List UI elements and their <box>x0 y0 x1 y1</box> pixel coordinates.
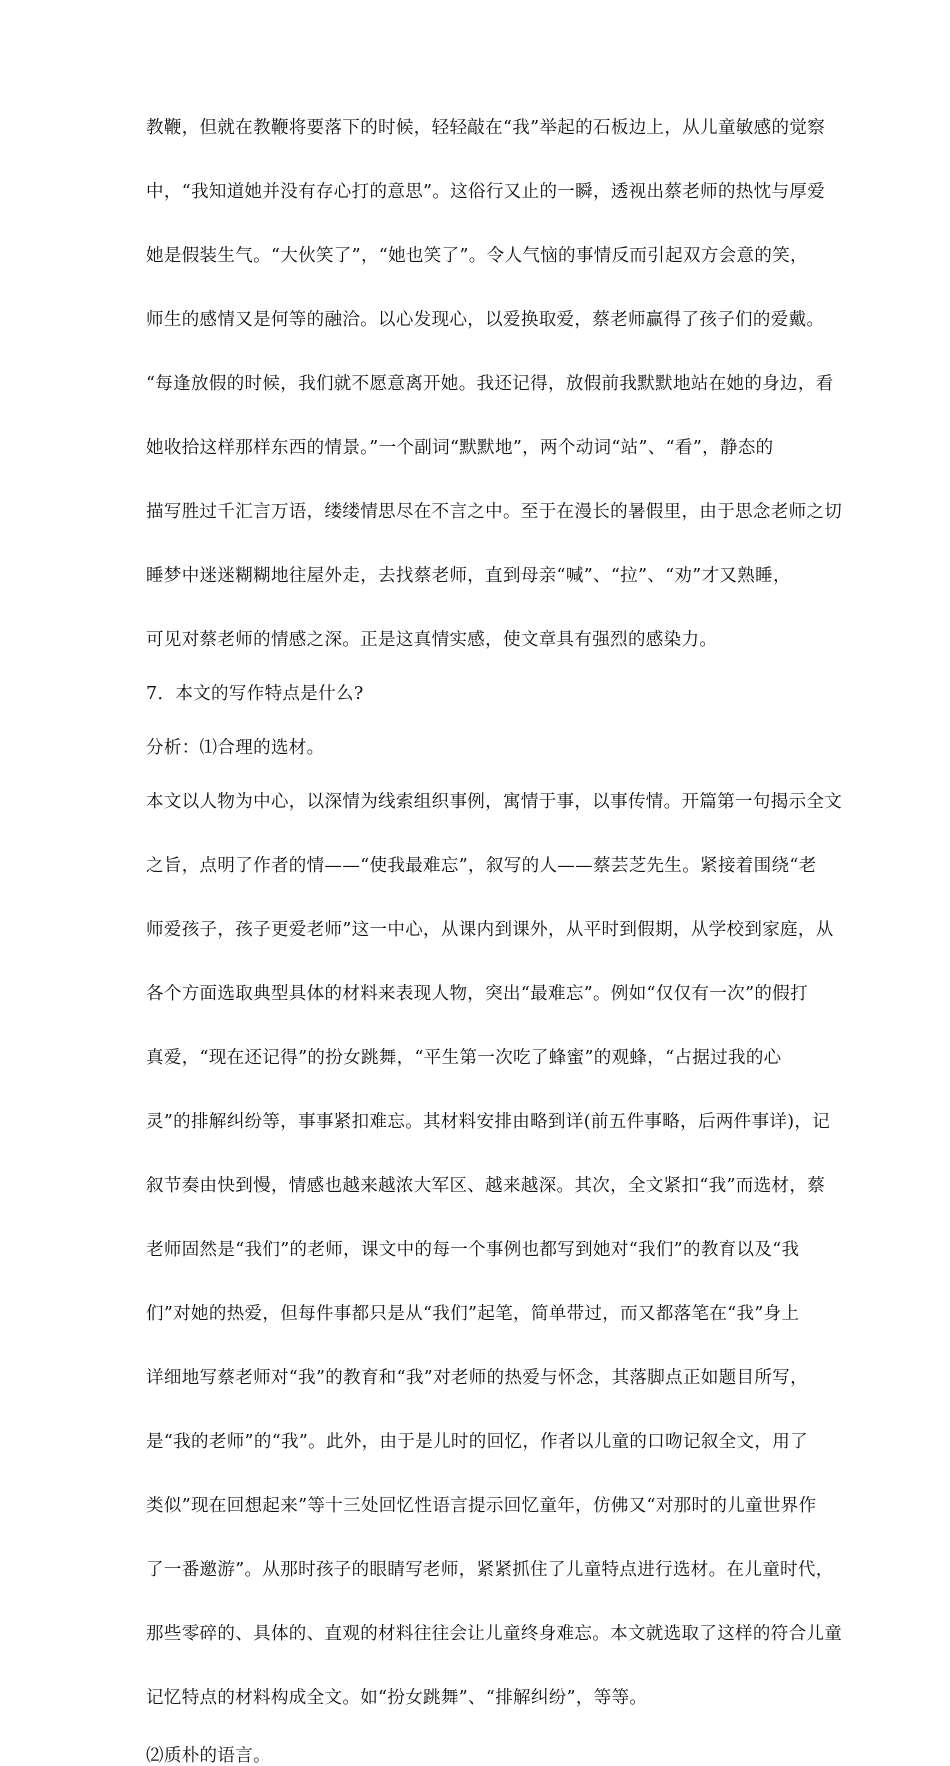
text-line: 是“我的老师”的“我”。此外，由于是儿时的回忆，作者以儿童的口吻记叙全文，用了 <box>146 1432 808 1452</box>
text-line: 老师固然是“我们”的老师，课文中的每一个事例也都写到她对“我们”的教育以及“我 <box>146 1240 800 1260</box>
text-line: 师生的感情又是何等的融洽。以心发现心，以爱换取爱，蔡老师赢得了孩子们的爱戴。 <box>146 310 825 330</box>
text-line: “每逢放假的时候，我们就不愿意离开她。我还记得，放假前我默默地站在她的身边，看 <box>146 374 834 394</box>
text-line: 可见对蔡老师的情感之深。正是这真情实感，使文章具有强烈的感染力。 <box>146 630 718 650</box>
page-body <box>146 118 843 1766</box>
text-line: 描写胜过千汇言万语，缕缕情思尽在不言之中。至于在漫长的暑假里，由于思念老师之切 <box>146 502 843 522</box>
text-line: 记忆特点的材料构成全文。如“扮女跳舞”、“排解纠纷”，等等。 <box>146 1688 648 1708</box>
text-line: 中，“我知道她并没有存心打的意思”。这俗行又止的一瞬，透视出蔡老师的热忱与厚爱 <box>146 182 826 202</box>
text-line: 真爱，“现在还记得”的扮女跳舞，“平生第一次吃了蜂蜜”的观蜂，“占据过我的心 <box>146 1048 782 1068</box>
text-line: 灵”的排解纠纷等，事事紧扣难忘。其材料安排由略到详(前五件事略，后两件事详)，记 <box>146 1112 831 1132</box>
text-line: 教鞭，但就在教鞭将要落下的时候，轻轻敲在“我”举起的石板边上，从儿童敏感的觉察 <box>146 118 826 138</box>
question-heading: 7．本文的写作特点是什么? <box>146 684 364 704</box>
text-line: 类似”现在回想起来”等十三处回忆性语言提示回忆童年，仿佛又“对那时的儿童世界作 <box>146 1496 817 1516</box>
text-line: 详细地写蔡老师对“我”的教育和“我”对老师的热爱与怀念，其落脚点正如题目所写， <box>146 1368 808 1388</box>
text-line: 睡梦中迷迷糊糊地往屋外走，去找蔡老师，直到母亲“喊”、“拉”、“劝”才又熟睡， <box>146 566 791 586</box>
analysis-heading: 分析：⑴合理的选材。 <box>146 738 325 758</box>
text-line: 师爱孩子，孩子更爱老师”这一中心，从课内到课外，从平时到假期，从学校到家庭，从 <box>146 920 834 940</box>
subheading: ⑵质朴的语言。 <box>146 1746 271 1766</box>
text-line: 各个方面选取典型具体的材料来表现人物，突出“最难忘”。例如“仅仅有一次”的假打 <box>146 984 808 1004</box>
text-line: 那些零碎的、具体的、直观的材料往往会让儿童终身难忘。本文就选取了这样的符合儿童 <box>146 1624 843 1644</box>
text-line: 叙节奏由快到慢，情感也越来越浓大军区、越来越深。其次，全文紧扣“我”而选材，蔡 <box>146 1176 826 1196</box>
text-line: 之旨，点明了作者的情——“使我最难忘”，叙写的人——蔡芸芝先生。紧接着围绕“老 <box>146 856 817 876</box>
text-line: 她是假装生气。“大伙笑了”，“她也笑了”。令人气恼的事情反而引起双方会意的笑， <box>146 246 808 266</box>
text-line: 们”对她的热爱，但每件事都只是从“我们”起笔，简单带过，而又都落笔在“我”身上 <box>146 1304 800 1324</box>
text-line: 了一番邀游”。从那时孩子的眼睛写老师，紧紧抓住了儿童特点进行选材。在儿童时代， <box>146 1560 834 1580</box>
text-line: 本文以人物为中心，以深情为线索组织事例，寓情于事，以事传情。开篇第一句揭示全文 <box>146 792 843 812</box>
text-line: 她收拾这样那样东西的情景。”一个副词“默默地”，两个动词“站”、“看”，静态的 <box>146 438 774 458</box>
